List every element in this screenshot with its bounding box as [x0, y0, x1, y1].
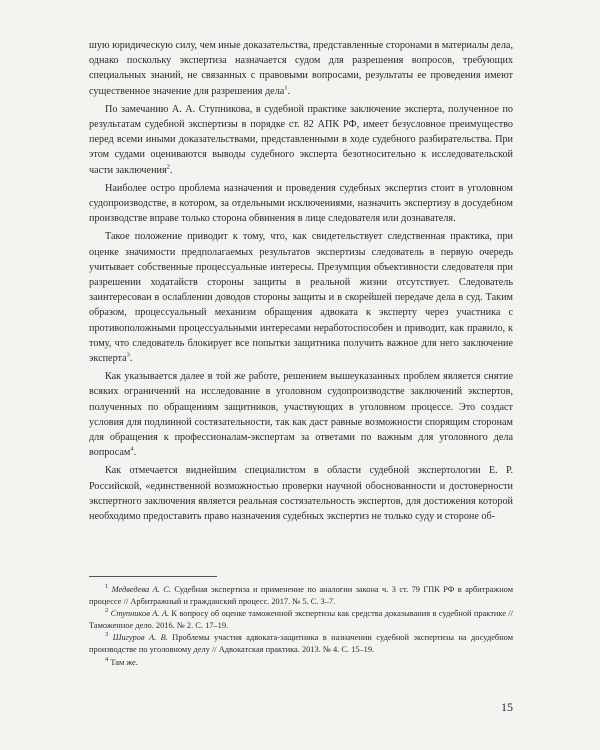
- footnote-ref-2: 2: [166, 163, 170, 171]
- paragraph-3: Наиболее остро проблема назначения и проведения судебных экспертиз стоит в уголовном судопроизводстве, в котором, за отдельными исключениями, назначить экспертизу в досудебном производстве вправе только сторона обвинения в лице следователя или дознавателя.: [89, 182, 513, 225]
- footnotes: [89, 584, 513, 669]
- page-number: 15: [501, 700, 513, 714]
- footnote-ref-4: 4: [130, 445, 134, 453]
- footnote-2: $^2$ Ступников А. А. К вопросу об оценке таможенной экспертизы как средства доказывания в судебной практике // Таможенное дело. 2016. № 2. С. 17–19.: [89, 607, 513, 630]
- paragraph-2: По замечанию А. А. Ступникова, в судебной практике заключение эксперта, полученное по результатам судебной экспертизы в порядке ст. 82 АПК РФ, имеет безусловное преимущество перед всеми иными доказательствами, представленными в ходе судебного разбирательства. При этом судами оцениваются выводы судебного эксперта безотносительно к исследовательской части заключения$^2$.: [89, 103, 513, 176]
- footnote-4: $^4$ Там же.: [105, 655, 138, 667]
- footnote-ref-1: 1: [284, 84, 288, 92]
- paragraph-4: Такое положение приводит к тому, что, как свидетельствует следственная практика, при оценке значимости предполагаемых результатов экспертизы следователь в первую очередь учитывает собственные процессуальные интересы. Презумпция объективности следователя при разрешении ходатайств стороны защиты в реальной жизни отсутствует. Следователь заинтересован в ослаблении доводов стороны защиты и в скорейшей передаче дела в суд. Таким образом, процессуальный механизм обращения адвоката к эксперту через участника с противоположными процессуальными интересами неработоспособен и приводит, как правило, к тому, что следователь блокирует все попытки защитника получить важное для него заключение эксперта$^3$.: [89, 231, 513, 365]
- paragraph-1: шую юридическую силу, чем иные доказательства, представленные сторонами в материалы дела, однако поскольку экспертиза назначается судом для разрешения вопросов, требующих специальных знаний, не связанных с правовыми вопросами, результаты ее проведения имеют существенное значение для разрешения дела$^1$.: [89, 40, 513, 97]
- main-text: [89, 38, 513, 524]
- paragraph-5: Как указывается далее в той же работе, решением вышеуказанных проблем является снятие всяких ограничений на исследование в уголовном судопроизводстве заключений экспертов, полученных по обращениям защитников, участвующих в уголовном процессе. Это создаст условия для подлинной состязательности, так как даст равные возможности спорящим сторонам для обращения к профессионалам-экспертам за ответами по важным для уголовного дела вопросам$^4$.: [89, 371, 513, 459]
- footnote-ref-3: 3: [126, 351, 130, 359]
- footnote-divider: [89, 576, 217, 577]
- footnote-3: $^3$ Шигуров А. В. Проблемы участия адвоката-защитника в назначении судебной экспертизы на досудебном производстве по уголовному делу // Адвокатская практика. 2013. № 4. С. 15–19.: [89, 631, 514, 654]
- paragraph-6: Как отмечается виднейшим специалистом в области судебной экспертологии Е. Р. Российской, «единственной возможностью проверки научной обоснованности и достоверности экспертного заключения является реальная состязательность экспертов, для достижения которой необходимо предоставить право назначения судебных экспертиз не только суду и стороне об-: [89, 465, 513, 523]
- footnote-1: $^1$ Медведева А. С. Судебная экспертиза и применение по аналогии закона ч. 3 ст. 79 ГПК РФ в арбитражном процессе // Арбитражный и гражданский процесс. 2017. № 5. С. 3–7.: [89, 583, 514, 606]
